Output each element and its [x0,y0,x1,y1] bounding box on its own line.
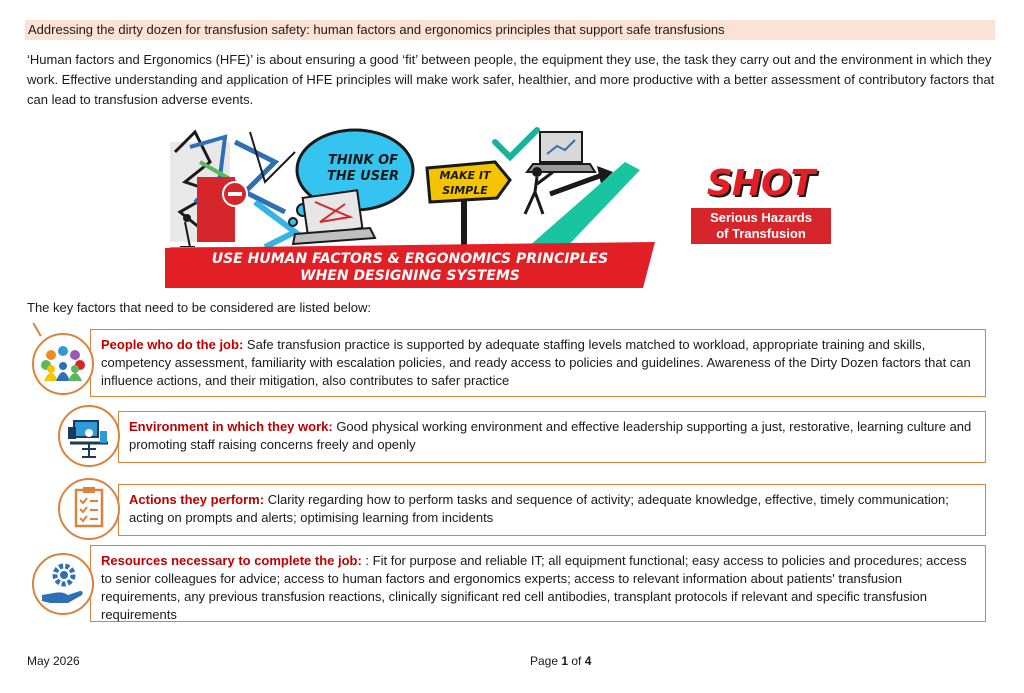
factor-people [90,329,986,397]
factor-actions [118,484,986,536]
shot-logo [688,163,833,245]
factor-text: Safe transfusion practice is supported by adequate staffing levels matched to workload, appropriate training and skills, competency assessment, familiarity with escalation policies, and ready access to policies and guidelines. Awareness of the Dirty Dozen factors that can influence actions, and their mitigation, also contributes to safer practice [101,337,971,388]
people-group-icon [34,335,92,393]
footer-date: May 2026 [27,654,80,668]
intro-paragraph: ‘Human factors and Ergonomics (HFE)’ is about ensuring a good ‘fit’ between people, the equipment they use, the task they carry out and the environment in which they work. Effective understanding and application of HFE principles will make work safer, healthier, and more productive with a better assessment of contributory factors that can lead to transfusion adverse events. [27,52,995,107]
hfe-banner-illustration [165,122,655,288]
clipboard-checklist-icon [60,480,118,538]
shot-logo-word: SHOT [706,163,815,204]
factor-text: : Fit for purpose and reliable IT; all equipment functional; easy access to policies and procedures; access to senior colleagues for advice; access to human factors and ergonomics experts; access to relevant information about patients' transfusion requirements, any previous transfusion reactions, clinically significant red cell antibodies, transplant protocols if relevant and specific transfusion requirements [101,553,967,622]
document-title: Addressing the dirty dozen for transfusion safety: human factors and ergonomics principles that support safe transfusions [25,20,995,40]
factor-icon-circle [58,478,120,540]
factor-text: Good physical working environment and effective leadership supporting a just, restorative, learning culture and promoting staff raising concerns freely and openly [129,419,972,452]
key-factors-intro: The key factors that need to be considered are listed below: [27,300,371,315]
factor-icon-circle [32,553,94,615]
workstation-icon [60,407,118,465]
footer-page-number: Page 1 of 4 [530,654,592,668]
green-path-icon [520,162,640,254]
hfe-principles-strip [165,242,655,288]
factor-environment [118,411,986,463]
svg-text:MAKE IT: MAKE IT [439,169,491,182]
factor-heading: Actions they perform: [129,492,265,507]
svg-text:WHEN DESIGNING SYSTEMS: WHEN DESIGNING SYSTEMS [300,268,520,284]
checkmark-icon [495,130,537,157]
make-it-simple-sign [427,162,510,250]
factor-resources [90,545,986,622]
gear-in-hand-icon [34,555,92,613]
factor-text: Clarity regarding how to perform tasks and sequence of activity; adequate knowledge, effective, timely communication; acting on prompts and alerts; optimising learning from incidents [129,492,949,525]
factor-heading: Resources necessary to complete the job: [101,553,362,568]
laptop-chart-icon [527,132,595,172]
svg-text:THE USER: THE USER [327,169,399,184]
factor-heading: Environment in which they work: [129,419,333,434]
svg-text:THINK OF: THINK OF [328,153,398,168]
factor-icon-circle [58,405,120,467]
shot-logo-tagline: Serious Hazards of Transfusion [691,208,831,244]
factor-icon-circle [32,333,94,395]
svg-text:SIMPLE: SIMPLE [442,184,488,197]
factor-heading: People who do the job: [101,337,244,352]
chaos-scribbles-icon [170,132,295,257]
svg-text:USE HUMAN FACTORS & ERGONOMICS: USE HUMAN FACTORS & ERGONOMICS PRINCIPLES [211,251,609,267]
